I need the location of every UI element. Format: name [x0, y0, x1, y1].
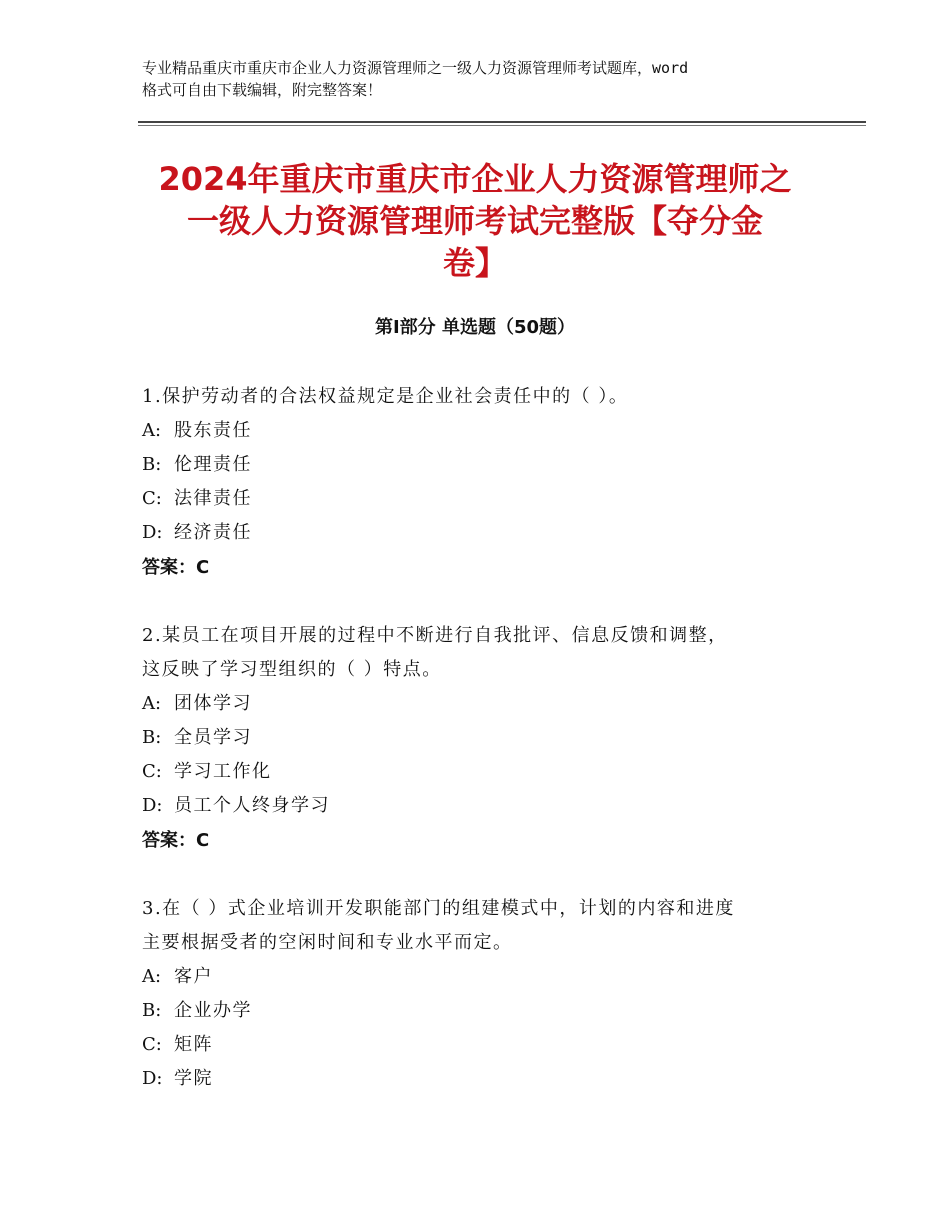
title-line-3: 卷】 — [442, 244, 507, 282]
question-1-answer: 答案：C — [142, 557, 210, 578]
option-text: 企业办学 — [174, 1000, 252, 1021]
option-text: 团体学习 — [174, 693, 252, 714]
question-1-option-d — [142, 521, 252, 545]
question-1-stem: 1.保护劳动者的合法权益规定是企业社会责任中的（ ）。 — [142, 386, 629, 407]
option-label: D: — [142, 795, 163, 816]
option-label: D: — [142, 1068, 163, 1089]
question-3-stem-line-2: 主要根据受者的空闲时间和专业水平而定。 — [142, 932, 513, 953]
section-heading: 第Ⅰ部分 单选题（50题） — [374, 317, 575, 338]
option-label: C: — [142, 1034, 162, 1055]
option-text: 矩阵 — [174, 1034, 213, 1055]
option-label: A: — [142, 693, 162, 714]
option-text: 经济责任 — [174, 522, 252, 543]
option-text: 学习工作化 — [174, 761, 272, 782]
question-2-stem-line-2: 这反映了学习型组织的（ ）特点。 — [142, 659, 442, 680]
header-note — [142, 57, 842, 101]
title-line-1: 2024年重庆市重庆市企业人力资源管理师之 — [158, 160, 792, 198]
option-label: A: — [142, 420, 162, 441]
question-2-option-a — [142, 692, 252, 716]
option-text: 全员学习 — [174, 727, 252, 748]
header-note-line-2: 格式可自由下载编辑，附完整答案！ — [142, 81, 383, 99]
option-text: 员工个人终身学习 — [174, 795, 330, 816]
header-divider-thin — [138, 125, 866, 126]
option-text: 股东责任 — [174, 420, 252, 441]
option-label: C: — [142, 761, 162, 782]
option-label: B: — [142, 727, 162, 748]
option-label: D: — [142, 522, 163, 543]
question-2-option-b — [142, 726, 252, 750]
question-1-option-b — [142, 453, 252, 477]
title-line-2: 一级人力资源管理师考试完整版【夺分金 — [186, 202, 763, 240]
question-1-option-c — [142, 487, 252, 511]
option-label: B: — [142, 1000, 162, 1021]
question-2-option-c — [142, 760, 272, 784]
header-divider — [138, 121, 866, 123]
question-2-stem-line-1: 2.某员工在项目开展的过程中不断进行自我批评、信息反馈和调整， — [142, 625, 728, 646]
option-text: 法律责任 — [174, 488, 252, 509]
option-text: 客户 — [174, 966, 213, 987]
question-3-option-b — [142, 999, 252, 1023]
question-3-option-c — [142, 1033, 213, 1057]
document-title — [120, 158, 830, 284]
question-3-option-a — [142, 965, 213, 989]
header-note-line-1: 专业精品重庆市重庆市企业人力资源管理师之一级人力资源管理师考试题库，word — [142, 59, 689, 77]
option-label: B: — [142, 454, 162, 475]
question-1-option-a — [142, 419, 252, 443]
question-3-option-d — [142, 1067, 213, 1091]
question-3-stem-line-1: 3.在（ ）式企业培训开发职能部门的组建模式中，计划的内容和进度 — [142, 898, 735, 919]
question-2-answer: 答案：C — [142, 830, 210, 851]
option-label: C: — [142, 488, 162, 509]
option-text: 学院 — [174, 1068, 213, 1089]
option-text: 伦理责任 — [174, 454, 252, 475]
option-label: A: — [142, 966, 162, 987]
question-2-option-d — [142, 794, 330, 818]
